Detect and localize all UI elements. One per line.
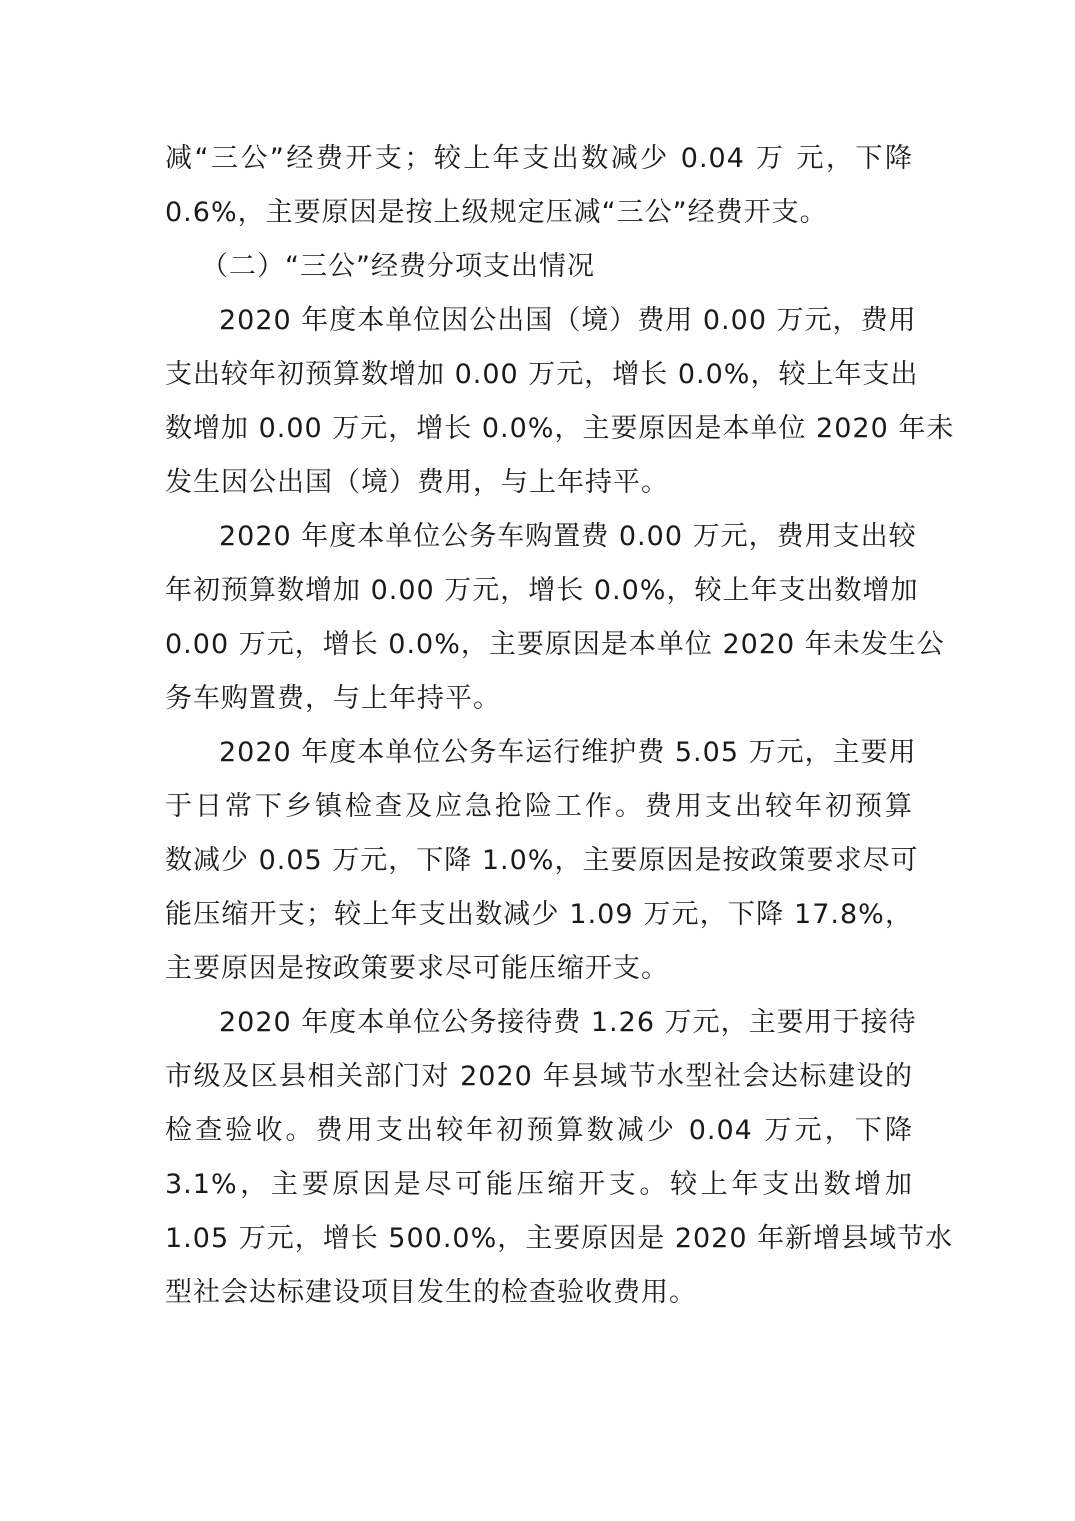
text-line: 能压缩开支；较上年支出数减少 1.09 万元，下降 17.8%，: [165, 899, 913, 930]
paragraph-intro-tail: [165, 132, 913, 240]
text-line: 2020 年度本单位公务车购置费 0.00 万元，费用支出较: [219, 521, 917, 552]
paragraph-overseas: [165, 294, 955, 510]
text-line: 0.00 万元，增长 0.0%，主要原因是本单位 2020 年未发生公: [165, 629, 945, 660]
text-line: 2020 年度本单位公务车运行维护费 5.05 万元，主要用: [219, 737, 917, 768]
document-page: [165, 132, 955, 1320]
text-line: 务车购置费，与上年持平。: [165, 683, 501, 714]
text-line: 0.6%，主要原因是按上级规定压减“三公”经费开支。: [165, 197, 828, 228]
text-line: 3.1%，主要原因是尽可能压缩开支。较上年支出数增加: [165, 1169, 913, 1200]
section-heading: [165, 240, 913, 294]
text-line: 减“三公”经费开支；较上年支出数减少 0.04 万 元，下降: [165, 143, 913, 174]
text-line: 检查验收。费用支出较年初预算数减少 0.04 万元，下降: [165, 1115, 913, 1146]
text-line: 型社会达标建设项目发生的检查验收费用。: [165, 1277, 697, 1308]
text-line: 1.05 万元，增长 500.0%，主要原因是 2020 年新增县域节水: [165, 1223, 954, 1254]
text-line: 2020 年度本单位公务接待费 1.26 万元，主要用于接待: [219, 1007, 917, 1038]
text-line: 年初预算数增加 0.00 万元，增长 0.0%，较上年支出数增加: [165, 575, 919, 606]
text-line: 支出较年初预算数增加 0.00 万元，增长 0.0%，较上年支出: [165, 359, 919, 390]
paragraph-vehicle-operation: [165, 726, 919, 996]
text-line: 数减少 0.05 万元，下降 1.0%，主要原因是按政策要求尽可: [165, 845, 919, 876]
text-line: 市级及区县相关部门对 2020 年县域节水型社会达标建设的: [165, 1061, 913, 1092]
text-line: 2020 年度本单位因公出国（境）费用 0.00 万元，费用: [219, 305, 917, 336]
heading-text: （二）“三公”经费分项支出情况: [201, 251, 595, 282]
text-line: 于日常下乡镇检查及应急抢险工作。费用支出较年初预算: [165, 791, 913, 822]
text-line: 数增加 0.00 万元，增长 0.0%，主要原因是本单位 2020 年未: [165, 413, 955, 444]
text-line: 主要原因是按政策要求尽可能压缩开支。: [165, 953, 669, 984]
paragraph-reception: [165, 996, 954, 1320]
paragraph-vehicle-purchase: [165, 510, 945, 726]
text-line: 发生因公出国（境）费用，与上年持平。: [165, 467, 669, 498]
